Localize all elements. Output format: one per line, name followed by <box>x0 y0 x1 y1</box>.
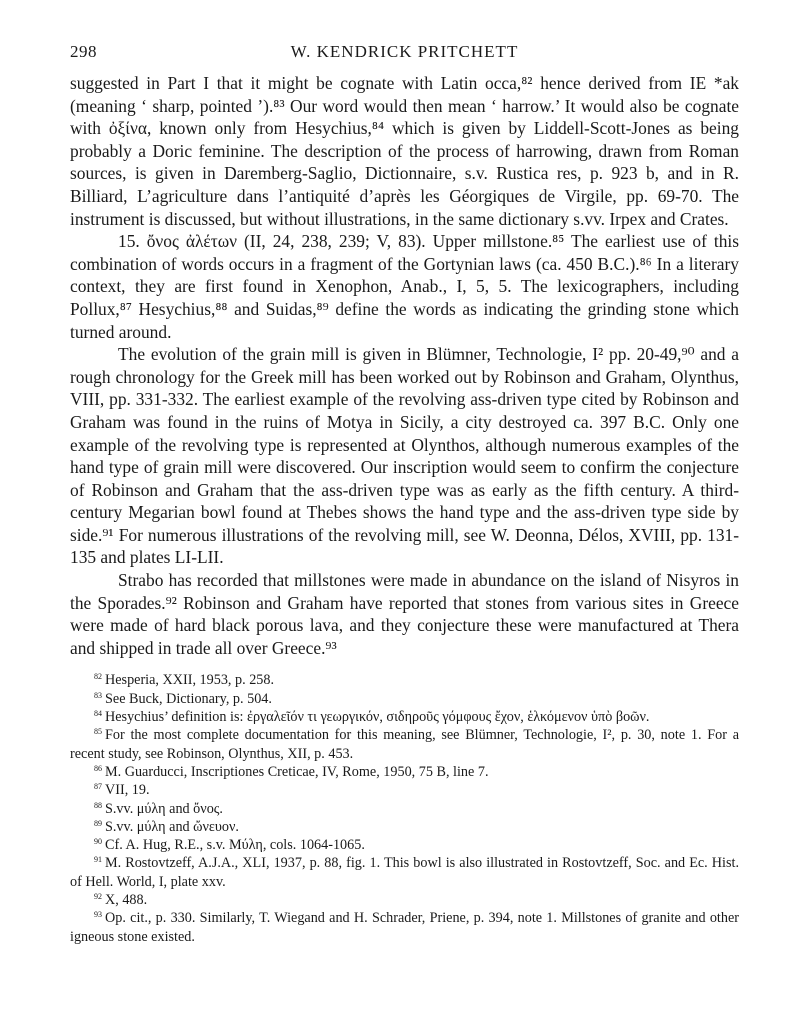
footnote <box>70 781 739 799</box>
paragraph: The evolution of the grain mill is given in Blümner, Technologie, I² pp. 20-49,⁹⁰ and a rough chronology for the Greek mill has been worked out by Robinson and Graham, Olynthus, VIII, pp. 331-332. The earliest example of the revolving ass-driven type cited by Robinson and Graham was found in the ruins of Motya in Sicily, a city destroyed ca. 397 B.C. Only one example of the revolving type is represented at Olynthos, although numerous examples of the hand type of grain mill were discovered. Our inscription would seem to confirm the conjecture of Robinson and Graham that the ass-driven type was as early as the fifth century. A third-century Megarian bowl found at Thebes shows the hand type and the ass-driven type side by side.⁹¹ For numerous illustrations of the revolving mill, see W. Deonna, Délos, XVIII, pp. 131-135 and plates LI-LII. <box>70 344 739 568</box>
footnote <box>70 671 739 689</box>
footnote <box>70 726 739 763</box>
paragraph: suggested in Part I that it might be cognate with Latin occa,⁸² hence derived from IE *ak (meaning ‘ sharp, pointed ’).⁸³ Our word would then mean ‘ harrow.’ It would also be cognate with ὀξίνα, known only from Hesychius,⁸⁴ which is given by Liddell-Scott-Jones as being probably a Doric feminine. The description of the process of harrowing, drawn from Roman sources, is given in Daremberg-Saglio, Dictionnaire, s.v. Rustica res, p. 923 b, and in R. Billiard, L’agriculture dans l’antiquité d’après les Géorgiques de Virgile, pp. 69-70. The instrument is discussed, but without illustrations, in the same dictionary s.vv. Irpex and Crates. <box>70 73 739 229</box>
page-number: 298 <box>70 42 97 61</box>
footnote <box>70 800 739 818</box>
footnote-text: S.vv. μύλη and ὄνος. <box>105 800 223 817</box>
footnote-text: X, 488. <box>105 892 148 908</box>
footnote-number: 82 <box>94 672 102 682</box>
footnote-number: 84 <box>94 709 102 719</box>
footnote-text: Hesychius’ definition is: ἐργαλεῖόν τι γεωργικόν, σιδηροῦς γόμφους ἔχον, ἑλκόμενον ὑπὸ βοῶν. <box>105 709 650 726</box>
running-head: W. KENDRICK PRITCHETT <box>290 42 519 61</box>
footnotes <box>70 671 739 945</box>
footnote-number: 93 <box>94 910 102 920</box>
footnote <box>70 836 739 854</box>
footnote-text: For the most complete documentation for this meaning, see Blümner, Technologie, I², p. 30, note 1. For a recent study, see Robinson, Olynthus, XII, p. 453. <box>70 727 739 762</box>
footnote-number: 85 <box>94 727 102 737</box>
footnote <box>70 818 739 836</box>
page <box>70 42 739 946</box>
footnote <box>70 909 739 946</box>
page-header <box>70 42 739 72</box>
footnote-text: See Buck, Dictionary, p. 504. <box>105 690 272 707</box>
footnote <box>70 763 739 781</box>
footnote <box>70 708 739 726</box>
footnote <box>70 854 739 891</box>
footnote-text: Hesperia, XXII, 1953, p. 258. <box>105 672 275 689</box>
paragraph: Strabo has recorded that millstones were made in abundance on the island of Nisyros in the Sporades.⁹² Robinson and Graham have reported that stones from various sites in Greece were made of hard black porous lava, and they conjecture these were manufactured at Thera and shipped in trade all over Greece.⁹³ <box>70 570 739 658</box>
footnote <box>70 891 739 909</box>
footnote-number: 88 <box>94 800 102 810</box>
footnote-text: VII, 19. <box>105 782 150 799</box>
body-text <box>70 72 739 659</box>
footnote-number: 83 <box>94 690 102 700</box>
footnote-number: 91 <box>94 855 102 865</box>
paragraph: 15. ὄνος ἀλέτων (II, 24, 238, 239; V, 83). Upper millstone.⁸⁵ The earliest use of this combination of words occurs in a fragment of the Gortynian laws (ca. 450 B.C.).⁸⁶ In a literary context, they are first found in Xenophon, Anab., I, 5, 5. The lexicographers, including Pollux,⁸⁷ Hesychius,⁸⁸ and Suidas,⁸⁹ define the words as indicating the grinding stone which turned around. <box>70 231 739 342</box>
footnote-number: 89 <box>94 818 102 828</box>
footnote-text: M. Guarducci, Inscriptiones Creticae, IV, Rome, 1950, 75 B, line 7. <box>105 763 489 780</box>
footnote-text: M. Rostovtzeff, A.J.A., XLI, 1937, p. 88, fig. 1. This bowl is also illustrated in Rostovtzeff, Soc. and Ec. Hist. of Hell. World, I, plate xxv. <box>70 855 739 890</box>
footnote-text: S.vv. μύλη and ὤνευον. <box>105 818 239 835</box>
footnote-number: 90 <box>94 837 102 847</box>
footnote <box>70 690 739 708</box>
footnote-text: Op. cit., p. 330. Similarly, T. Wiegand and H. Schrader, Priene, p. 394, note 1. Millstones of granite and other igneous stone existed. <box>70 910 739 945</box>
footnote-number: 92 <box>94 892 102 901</box>
footnote-number: 87 <box>94 782 102 792</box>
footnote-text: Cf. A. Hug, R.E., s.v. Μύλη, cols. 1064-1065. <box>105 837 365 854</box>
footnote-number: 86 <box>94 763 102 773</box>
